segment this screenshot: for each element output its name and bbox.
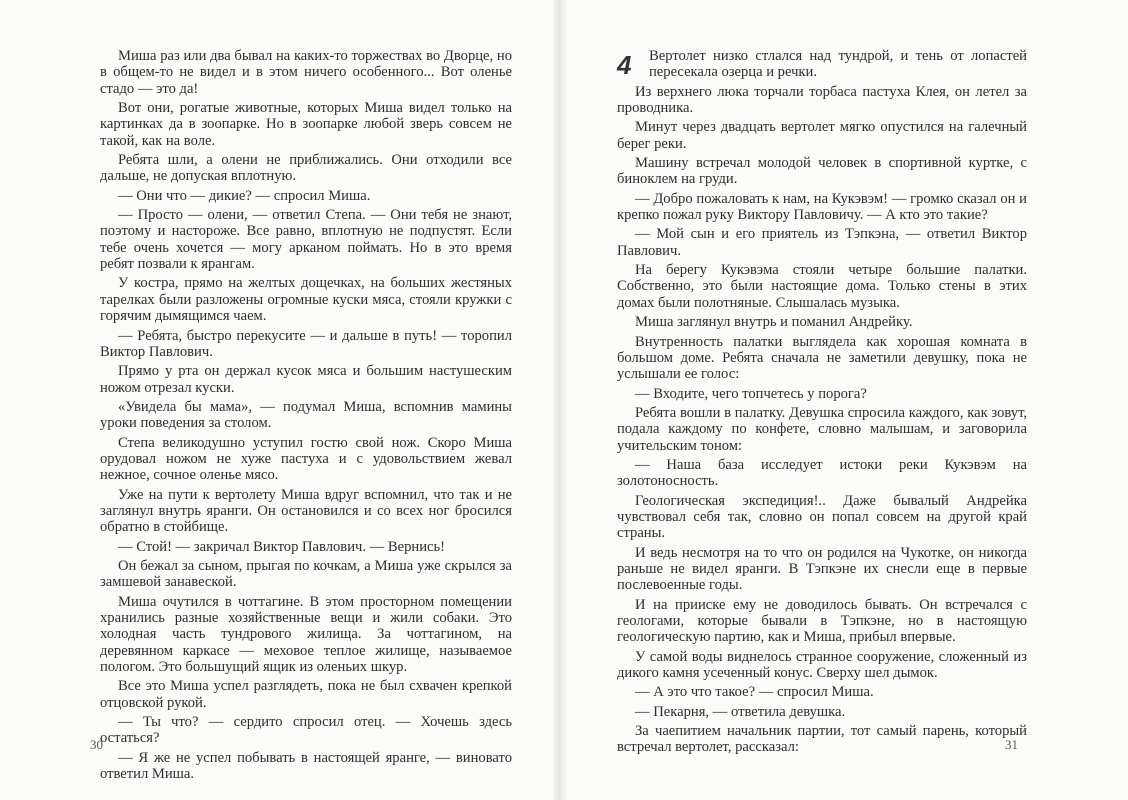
- right-paragraph: У самой воды виднелось странное сооружение, сложенный из дикого камня усеченный конус. Сверху шел дымок.: [617, 648, 1027, 682]
- right-page-number: 31: [1005, 737, 1018, 752]
- left-paragraph: — Я же не успел побывать в настоящей яранге, — виновато ответил Миша.: [100, 749, 512, 783]
- left-paragraph: Миша раз или два бывал на каких-то торжествах во Дворце, но в общем-то не видел и в этом ничего особенного... Вот оленье стадо — это да!: [100, 48, 512, 97]
- left-paragraph: — Ребята, быстро перекусите — и дальше в путь! — торопил Виктор Павлович.: [100, 327, 512, 360]
- right-paragraph: Машину встречал молодой человек в спортивной куртке, с биноклем на груди.: [617, 155, 1027, 188]
- left-paragraph: — Ты что? — сердито спросил отец. — Хочешь здесь остаться?: [100, 714, 512, 747]
- book-gutter: [553, 0, 567, 800]
- left-paragraph: — Они что — дикие? — спросил Миша.: [118, 187, 371, 204]
- right-paragraph: — Пекарня, — ответила девушка.: [635, 703, 846, 720]
- right-paragraph: Внутренность палатки выглядела как хорошая комната в большом доме. Ребята сначала не заметили девушку, пока не услышали ее голос:: [617, 333, 1027, 383]
- left-paragraph: Ребята шли, а олени не приближались. Они отходили все дальше, не допуская вплотную.: [100, 152, 512, 185]
- chapter-first-paragraph: Вертолет низко стлался над тундрой, и тень от лопастей пересекала озерца и речки.: [649, 48, 1027, 81]
- right-paragraph: И ведь несмотря на то что он родился на Чукотке, он никогда раньше не видел яранги. В Тэпкэне их снесли еще в первые послевоенные годы.: [617, 544, 1027, 594]
- right-paragraph: Миша заглянул внутрь и поманил Андрейку.: [635, 314, 913, 331]
- right-page: [617, 48, 1027, 756]
- left-paragraph: У костра, прямо на желтых дощечках, на больших жестяных тарелках были разложены огромные куски мяса, стояли кружки с горячим дымящимся чаем.: [100, 275, 512, 325]
- right-paragraph: — Добро пожаловать к нам, на Кукэвэм! — громко сказал он и крепко пожал руку Виктору Павловичу. — А кто это такие?: [617, 190, 1027, 224]
- left-paragraph: — Стой! — закричал Виктор Павлович. — Вернись!: [118, 538, 446, 555]
- right-paragraph: Минут через двадцать вертолет мягко опустился на галечный берег реки.: [617, 119, 1027, 152]
- right-paragraph: На берегу Кукэвэма стояли четыре большие палатки. Собственно, это были настоящие дома. Только стены в этих домах были полотняные. Слышалась музыка.: [617, 262, 1027, 311]
- left-paragraph: «Увидела бы мама», — подумал Миша, вспомнив мамины уроки поведения за столом.: [100, 398, 512, 432]
- left-paragraph: Он бежал за сыном, прыгая по кочкам, а Миша уже скрылся за замшевой занавеской.: [100, 557, 512, 591]
- left-paragraph: Степа великодушно уступил гостю свой нож. Скоро Миша орудовал ножом не хуже пастуха и с удовольствием жевал нежное, сочное оленье мясо.: [100, 434, 512, 484]
- left-page-number: 30: [90, 737, 103, 752]
- left-paragraph: Вот они, рогатые животные, которых Миша видел только на картинках да в зоопарке. Но в зоопарке любой зверь совсем не такой, как на воле.: [100, 100, 512, 149]
- left-paragraph: Прямо у рта он держал кусок мяса и большим настушеским ножом отрезал куски.: [100, 363, 512, 396]
- left-paragraph: Миша очутился в чоттагине. В этом просторном помещении хранились разные хозяйственные вещи и жили собаки. Это холодная часть тундрового жилища. За чоттагином, на деревянном каркасе — меховое теплое жилище, называемое пологом. Это большущий ящик из оленьих шкур.: [100, 593, 512, 676]
- right-paragraph: Геологическая экспедиция!.. Даже бывалый Андрейка чувствовал себя так, словно он попал совсем на другой край страны.: [617, 492, 1027, 542]
- chapter-number: 4: [617, 50, 632, 80]
- right-paragraph: Ребята вошли в палатку. Девушка спросила каждого, как зовут, подала каждому по конфете, словно малышам, и заговорила учительским тоном:: [617, 404, 1027, 454]
- right-paragraph: — А это что такое? — спросил Миша.: [635, 684, 874, 701]
- left-paragraph: Уже на пути к вертолету Миша вдруг вспомнил, что так и не заглянул внутрь яранги. Он остановился и со всех ног бросился обратно в стойбище.: [100, 486, 512, 536]
- right-paragraph: Из верхнего люка торчали торбаса пастуха Клея, он летел за проводника.: [617, 83, 1027, 117]
- left-paragraph: Все это Миша успел разглядеть, пока не был схвачен крепкой отцовской рукой.: [100, 678, 512, 711]
- left-paragraph: — Просто — олени, — ответил Степа. — Они тебя не знают, поэтому и настороже. Все равно, вплотную не подпустят. Если тебе очень хочется — могу арканом поймать. Но в это время ребят позвали к ярангам.: [100, 207, 512, 273]
- right-paragraph: — Мой сын и его приятель из Тэпкэна, — ответил Виктор Павлович.: [617, 226, 1027, 259]
- chapter-opening: [617, 48, 1027, 81]
- right-paragraph: За чаепитием начальник партии, тот самый парень, который встречал вертолет, рассказал:: [617, 723, 1027, 756]
- left-page: [100, 48, 512, 783]
- right-paragraph: — Наша база исследует истоки реки Кукэвэм на золотоносность.: [617, 456, 1027, 490]
- right-paragraph: — Входите, чего топчетесь у порога?: [635, 385, 867, 402]
- right-paragraph: И на прииске ему не доводилось бывать. Он встречался с геологами, которые бывали в Тэпкэне, но в настоящую геологическую партию, как и Миша, прибыл впервые.: [617, 596, 1027, 646]
